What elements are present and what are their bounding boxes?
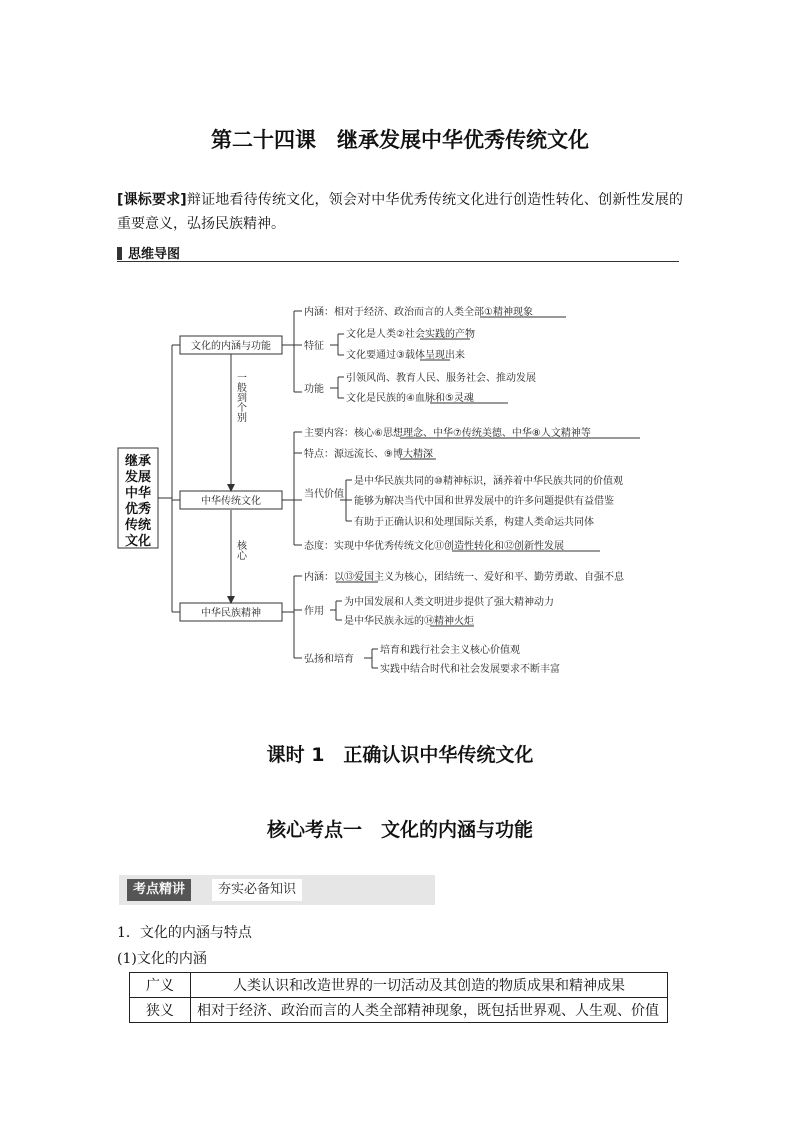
subsection-heading: (1)文化的内涵 bbox=[117, 951, 207, 967]
branch2-value-3: 有助于正确认识和处理国际关系，构建人类命运共同体 bbox=[354, 517, 594, 528]
branch2-value-1: 是中华民族共同的⑩精神标识，涵养着中华民族共同的价值观 bbox=[354, 476, 623, 487]
definition-table bbox=[129, 972, 668, 1023]
branch3-connotation: 内涵：以⑬爱国主义为核心，团结统一、爱好和平、勤劳勇敢、自强不息 bbox=[304, 572, 624, 583]
branch2-trait: 特点：源远流长、⑨博大精深 bbox=[304, 449, 433, 460]
branch3-promote-1: 培育和践行社会主义核心价值观 bbox=[380, 645, 520, 656]
branch3-title: 中华民族精神 bbox=[201, 608, 261, 619]
branch1-function-label: 功能 bbox=[304, 384, 324, 395]
branch1-connotation: 内涵：相对于经济、政治而言的人类全部①精神现象 bbox=[304, 307, 533, 318]
branch1-feature-2: 文化要通过③载体呈现出来 bbox=[346, 350, 465, 361]
promote-connectors bbox=[364, 649, 378, 668]
branch2-value-2: 能够为解决当代中国和世界发展中的许多问题提供有益借鉴 bbox=[354, 496, 614, 507]
point-title: 核心考点一 文化的内涵与功能 bbox=[266, 819, 533, 841]
requirement-text: 辩证地看待传统文化，领会对中华优秀传统文化进行创造性转化、创新性发展的重要意义，弘扬民族精神。 bbox=[117, 192, 684, 232]
branch1-feature-1: 文化是人类②社会实践的产物 bbox=[346, 329, 475, 340]
root-line-1: 继承 bbox=[124, 454, 152, 469]
branch2-title: 中华传统文化 bbox=[201, 496, 261, 507]
link1-label: 一般到个别 bbox=[234, 372, 246, 422]
table-row bbox=[130, 973, 668, 998]
branch2-attitude: 态度：实现中华优秀传统文化⑪创造性转化和⑫创新性发展 bbox=[304, 541, 564, 552]
branch2-content: 主要内容：核心⑥思想理念、中华⑦传统美德、中华⑧人文精神等 bbox=[304, 428, 591, 439]
role-connectors bbox=[330, 601, 342, 620]
root-line-4: 优秀 bbox=[124, 502, 152, 517]
function-connectors bbox=[330, 377, 344, 398]
table-value: 相对于经济、政治而言的人类全部精神现象，既包括世界观、人生观、价值 bbox=[191, 998, 668, 1023]
page-title: 第二十四课 继承发展中华优秀传统文化 bbox=[211, 128, 589, 152]
branch1-title: 文化的内涵与功能 bbox=[191, 341, 271, 352]
section-heading: 1．文化的内涵与特点 bbox=[117, 925, 252, 941]
branch3-connectors bbox=[282, 576, 302, 658]
table-key: 广义 bbox=[130, 973, 191, 998]
link2-label: 核心 bbox=[234, 540, 246, 560]
table-key: 狭义 bbox=[130, 998, 191, 1023]
feature-connectors bbox=[330, 334, 344, 355]
branch1-connectors bbox=[282, 311, 302, 392]
requirement-tag: [课标要求] bbox=[117, 192, 187, 208]
exam-point-subtitle: 夯实必备知识 bbox=[212, 879, 302, 901]
root-connectors bbox=[158, 345, 180, 612]
root-line-2: 发展 bbox=[124, 470, 152, 485]
lesson-title: 课时 1 正确认识中华传统文化 bbox=[266, 744, 534, 766]
branch2-value-label: 当代价值 bbox=[304, 489, 344, 500]
table-value: 人类认识和改造世界的一切活动及其创造的物质成果和精神成果 bbox=[191, 973, 668, 998]
exam-point-banner bbox=[119, 875, 435, 905]
branch3-role-2: 是中华民族永远的⑭精神火炬 bbox=[344, 616, 474, 627]
branch1-function-1: 引领风尚、教育人民、服务社会、推动发展 bbox=[346, 373, 536, 384]
exam-point-tag: 考点精讲 bbox=[127, 879, 191, 901]
branch2-connectors bbox=[282, 432, 302, 545]
mindmap-heading-label: 思维导图 bbox=[128, 247, 181, 262]
root-line-5: 传统 bbox=[124, 518, 152, 533]
branch3-role-1: 为中国发展和人类文明进步提供了强大精神动力 bbox=[344, 597, 554, 608]
table-row bbox=[130, 998, 668, 1023]
branch3-role-label: 作用 bbox=[304, 606, 324, 617]
root-line-6: 文化 bbox=[124, 534, 152, 549]
branch1-feature-label: 特征 bbox=[304, 341, 324, 352]
branch3-promote-2: 实践中结合时代和社会发展要求不断丰富 bbox=[380, 664, 560, 675]
value-connectors bbox=[340, 480, 352, 521]
branch1-function-2: 文化是民族的④血脉和⑤灵魂 bbox=[346, 393, 474, 404]
root-line-3: 中华 bbox=[124, 486, 152, 501]
branch3-promote-label: 弘扬和培育 bbox=[304, 654, 354, 665]
